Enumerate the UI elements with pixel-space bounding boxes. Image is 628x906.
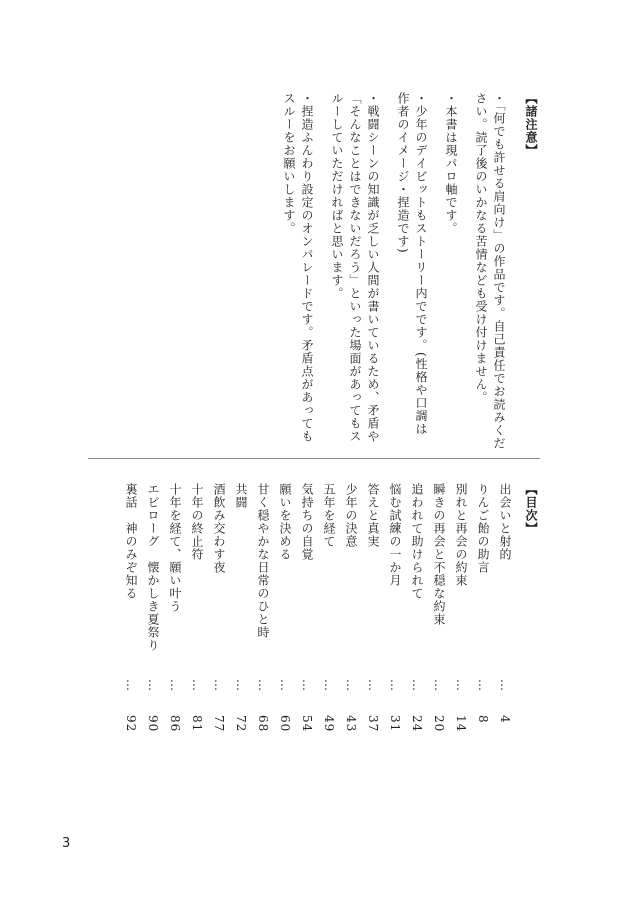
toc-entry[interactable] <box>452 483 470 741</box>
toc-entry-page: 90 <box>146 715 160 733</box>
toc-entry-page: 43 <box>344 715 358 733</box>
toc-entry[interactable] <box>320 483 338 741</box>
note-line: さい。読了後のいかなる苦情なども受け付けません。 <box>474 92 488 404</box>
toc-leader: … <box>278 679 292 692</box>
toc-entry[interactable] <box>408 483 426 741</box>
note-line: ・捏造ふんわり設定のオンパレードです。矛盾点があっても <box>300 92 314 443</box>
page-number: 3 <box>62 836 71 851</box>
toc-leader: … <box>366 679 380 692</box>
toc-entry-page: 77 <box>212 715 226 733</box>
toc-entry[interactable] <box>232 483 250 741</box>
toc-entry[interactable] <box>210 483 228 741</box>
note-line: ・少年のデイビットもストーリー内でです。(性格や口調は <box>414 92 428 436</box>
toc-leader: … <box>146 679 160 692</box>
toc-leader: … <box>190 679 204 692</box>
toc-entry-title: りんご飴の助言 <box>476 483 490 574</box>
toc-leader: … <box>300 679 314 692</box>
toc-leader: … <box>432 679 446 692</box>
toc-leader: … <box>234 679 248 692</box>
toc-entry-title: 酒飲み交わす夜 <box>212 483 226 574</box>
note-line: ルーしていただければと思います。 <box>330 92 344 300</box>
toc-entry[interactable] <box>474 483 492 741</box>
toc-entry-title: エピローグ 懐かしき夏祭り <box>146 483 160 652</box>
toc-leader: … <box>454 679 468 692</box>
toc-entry-page: 54 <box>300 715 314 733</box>
toc-entry[interactable] <box>188 483 206 741</box>
toc-entry[interactable] <box>496 483 514 741</box>
toc-entry-title: 共闘 <box>234 483 248 509</box>
toc-leader: … <box>256 679 270 692</box>
toc-entry-title: 別れと再会の約束 <box>454 483 468 587</box>
toc-entry-page: 14 <box>454 715 468 733</box>
toc-leader: … <box>344 679 358 692</box>
toc-entry-title: 裏話 神のみぞ知る <box>124 483 138 600</box>
toc-entry-page: 86 <box>168 715 182 733</box>
toc-leader: … <box>322 679 336 692</box>
toc-entry-page: 68 <box>256 715 270 733</box>
toc-entry[interactable] <box>430 483 448 741</box>
toc-entry-title: 十年の終止符 <box>190 483 204 561</box>
toc-entry[interactable] <box>276 483 294 741</box>
notes-heading: 【諸注意】 <box>524 92 538 157</box>
note-line: 作者のイメージ・捏造です) <box>396 92 410 254</box>
toc-entry-title: 少年の決意 <box>344 483 358 548</box>
toc-heading: 【目次】 <box>524 483 538 535</box>
toc-entry-page: 31 <box>388 715 402 733</box>
toc-entry-page: 8 <box>476 715 490 724</box>
toc-leader: … <box>410 679 424 692</box>
toc-entry[interactable] <box>144 483 162 741</box>
toc-leader: … <box>124 679 138 692</box>
toc-entry-page: 49 <box>322 715 336 733</box>
toc-entry-title: 五年を経て <box>322 483 336 548</box>
toc-entry[interactable] <box>166 483 184 741</box>
toc-entry-title: 答えと真実 <box>366 483 380 548</box>
note-line: ・「何でも許せる肩向け」の作品です。自己責任でお読みくだ <box>492 92 506 450</box>
toc-entry[interactable] <box>364 483 382 741</box>
toc-entry-page: 72 <box>234 715 248 733</box>
toc-entry-title: 十年を経て、願い叶う <box>168 483 182 613</box>
toc-leader: … <box>388 679 402 692</box>
toc-entry[interactable] <box>386 483 404 741</box>
toc-entry[interactable] <box>122 483 140 741</box>
toc-entry-page: 60 <box>278 715 292 733</box>
note-line: スルーをお願いします。 <box>282 92 296 235</box>
toc-entry-title: 悩む試練の一か月 <box>388 483 402 587</box>
section-divider <box>88 458 540 459</box>
note-line: ・本書は現パロ軸です。 <box>444 92 458 235</box>
note-line: 「そんなことはできないだろう」といった場面があってもス <box>348 92 362 443</box>
toc-entry-page: 4 <box>498 715 512 724</box>
toc-entry[interactable] <box>342 483 360 741</box>
toc-entry-title: 気持ちの自覚 <box>300 483 314 561</box>
toc-leader: … <box>212 679 226 692</box>
toc-leader: … <box>168 679 182 692</box>
toc-entry-page: 37 <box>366 715 380 733</box>
toc-entry-title: 願いを決める <box>278 483 292 561</box>
toc-leader: … <box>498 679 512 692</box>
toc-entry-page: 92 <box>124 715 138 733</box>
toc-entry-page: 24 <box>410 715 424 733</box>
toc-entry-page: 20 <box>432 715 446 733</box>
toc-entry[interactable] <box>298 483 316 741</box>
note-line: ・戦闘シーンの知識が乏しい人間が書いているため、矛盾や <box>366 92 380 443</box>
toc-leader: … <box>476 679 490 692</box>
toc-entry-title: 瞬きの再会と不穏な約束 <box>432 483 446 626</box>
toc-entry-title: 甘く穏やかな日常のひと時 <box>256 483 270 639</box>
toc-entry[interactable] <box>254 483 272 741</box>
toc-entry-title: 追われて助けられて <box>410 483 424 600</box>
notes-section <box>280 92 540 452</box>
table-of-contents <box>118 483 540 743</box>
toc-entry-title: 出会いと射的 <box>498 483 512 561</box>
toc-entry-page: 81 <box>190 715 204 733</box>
